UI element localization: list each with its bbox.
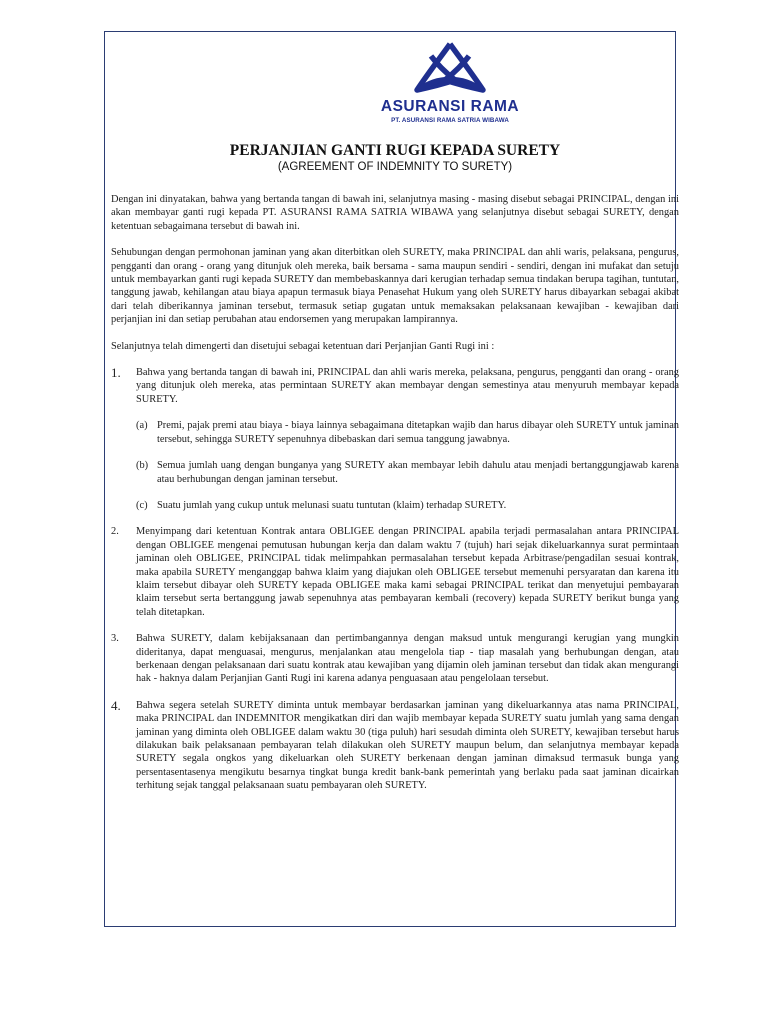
logo-company-name: ASURANSI RAMA [380,98,520,115]
subclause-label: (b) [136,460,149,472]
scope-paragraph: Sehubungan dengan permohonan jaminan yang akan diterbitkan oleh SURETY, maka PRINCIPAL dan ahli waris, pelaksana, pengurus, pengganti dan orang - orang yang ditunjuk oleh mereka, baik bersama - sama maupun sendiri - sendiri, dengan ini mufakat dan setuju untuk membayarkan ganti rugi kepada SURETY dan membebaskannya dari kerugian terhadap semua tindakan berupa tagihan, tuntutan, tanggung jawab, kehilangan atau biaya apapun termasuk biaya Penasehat Hukum yang oleh SURETY harus dibayarkan sebagai akibat dari telah diberikannya jaminan tersebut, termasuk setiap gugatan untuk memaksakan pelaksanaan kewajiban - kewajiban dari perjanjian ini dan setiap perubahan atau endorsemen yang merupakan lampirannya. [111,247,679,326]
clause-text: Menyimpang dari ketentuan Kontrak antara OBLIGEE dengan PRINCIPAL apabila terjadi permasalahan antara PRINCIPAL dengan OBLIGEE mengenai pemutusan hubungan kerja dan dalam waktu 7 (tujuh) hari sejak dikeluarkannya surat permintaan jaminan oleh OBLIGEE, PRINCIPAL tidak melimpahkan permasalahan tersebut kepada Arbitrase/pengadilan sesuai kontrak, maka apabila SURETY menganggap bahwa klaim yang diajukan oleh OBLIGEE tersebut memenuhi persyaratan dan karena itu klaim tersebut dibayar oleh SURETY kepada OBLIGEE maka kami sebagai PRINCIPAL terikat dan menyetujui pembayaran klaim tersebut serta bertanggung jawab sepenuhnya atas pembayaran kembali (recovery) kepada SURETY berikut bunga yang telah ditetapkan. [136,526,679,618]
company-logo [375,40,525,124]
subclause-label: (c) [136,499,148,511]
intro-paragraph: Dengan ini dinyatakan, bahwa yang bertanda tangan di bawah ini, selanjutnya masing - masing disebut sebagai PRINCIPAL, dengan ini akan membayar ganti rugi kepada PT. ASURANSI RAMA SATRIA WIBAWA yang selanjutnya disebut sebagai SURETY, dengan ketentuan sebagaimana tersebut di bawah ini. [111,194,679,232]
clause-2 [111,525,679,619]
clause-1-c [111,499,679,512]
subclause-text: Premi, pajak premi atau biaya - biaya lainnya sebagaimana ditetapkan wajib dan harus dibayar oleh SURETY untuk jaminan tersebut, sehingga SURETY sepenuhnya dibebaskan dari semua tanggung jawabnya. [157,420,679,445]
clause-text: Bahwa SURETY, dalam kebijaksanaan dan pertimbangannya dengan maksud untuk mengurangi kerugian yang mungkin dideritanya, dapat menguasai, mengurus, menjalankan atau mengelola tiap - tiap masalah yang berhubungan dengan, atau berkenaan dengan pelaksanaan dari suatu kontrak atau kewajiban yang dijamin oleh jaminan tersebut dan tidak akan mengurangi hak - haknya dalam Perjanjian Ganti Rugi ini karena adanya penguasaan atau pengelolaan tersebut. [136,633,679,685]
subclause-text: Suatu jumlah yang cukup untuk melunasi suatu tuntutan (klaim) terhadap SURETY. [157,499,507,511]
asuransi-rama-knot-icon [407,40,493,96]
subclause-label: (a) [136,420,148,432]
subclause-text: Semua jumlah uang dengan bunganya yang SURETY akan membayar lebih dahulu atau menjadi bertanggungjawab karena atau berhubungan dengan jaminan tersebut. [157,460,679,485]
clause-3 [111,632,679,686]
logo-company-subtitle: PT. ASURANSI RAMA SATRIA WIBAWA [391,117,509,124]
clause-1-b [111,459,679,486]
document-subtitle: (AGREEMENT OF INDEMNITY TO SURETY) [277,161,513,173]
clause-number: 1. [111,365,121,381]
clause-1-a [111,419,679,446]
clause-number: 3. [111,633,119,645]
clause-number: 4. [111,697,121,713]
clause-number: 2. [111,526,119,538]
terms-lead-paragraph: Selanjutnya telah dimengerti dan disetujui sebagai ketentuan dari Perjanjian Ganti Rugi ini : [111,340,495,352]
document-title: PERJANJIAN GANTI RUGI KEPADA SURETY [229,142,561,159]
document-content [111,142,679,806]
clause-1 [111,366,679,406]
clause-text: Bahwa segera setelah SURETY diminta untuk membayar berdasarkan jaminan yang dikeluarkannya atas nama PRINCIPAL, maka PRINCIPAL dan INDEMNITOR mengikatkan diri dan wajib membayar kepada SURETY suatu jumlah yang sama dengan jaminan yang diminta oleh OBLIGEE dalam waktu 30 (tiga puluh) hari sesudah diminta oleh SURETY, kewajiban tersebut harus dilakukan baik pelaksanaan pembayaran telah dilakukan oleh SURETY maupun belum, dan selanjutnya membayar kepada SURETY segala ongkos yang dikeluarkan oleh SURETY berkenaan dengan jaminan dimaksud termasuk bunga yang persentasentasenya mengikutu besarnya tingkat bunga kredit bank-bank pemerintah yang berlaku pada saat jaminan dicairkan terhitung sejak tanggal pelaksanaan suatu pembayaran oleh SURETY. [136,699,679,792]
clause-4 [111,699,679,793]
clause-text: Bahwa yang bertanda tangan di bawah ini, PRINCIPAL dan ahli waris mereka, pelaksana, pengurus, pengganti dan orang - orang yang ditunjuk oleh mereka, atas permintaan SURETY akan membayar dengan semestinya atau menyuruh membayar kepada SURETY. [136,367,679,405]
document-page [104,31,679,927]
